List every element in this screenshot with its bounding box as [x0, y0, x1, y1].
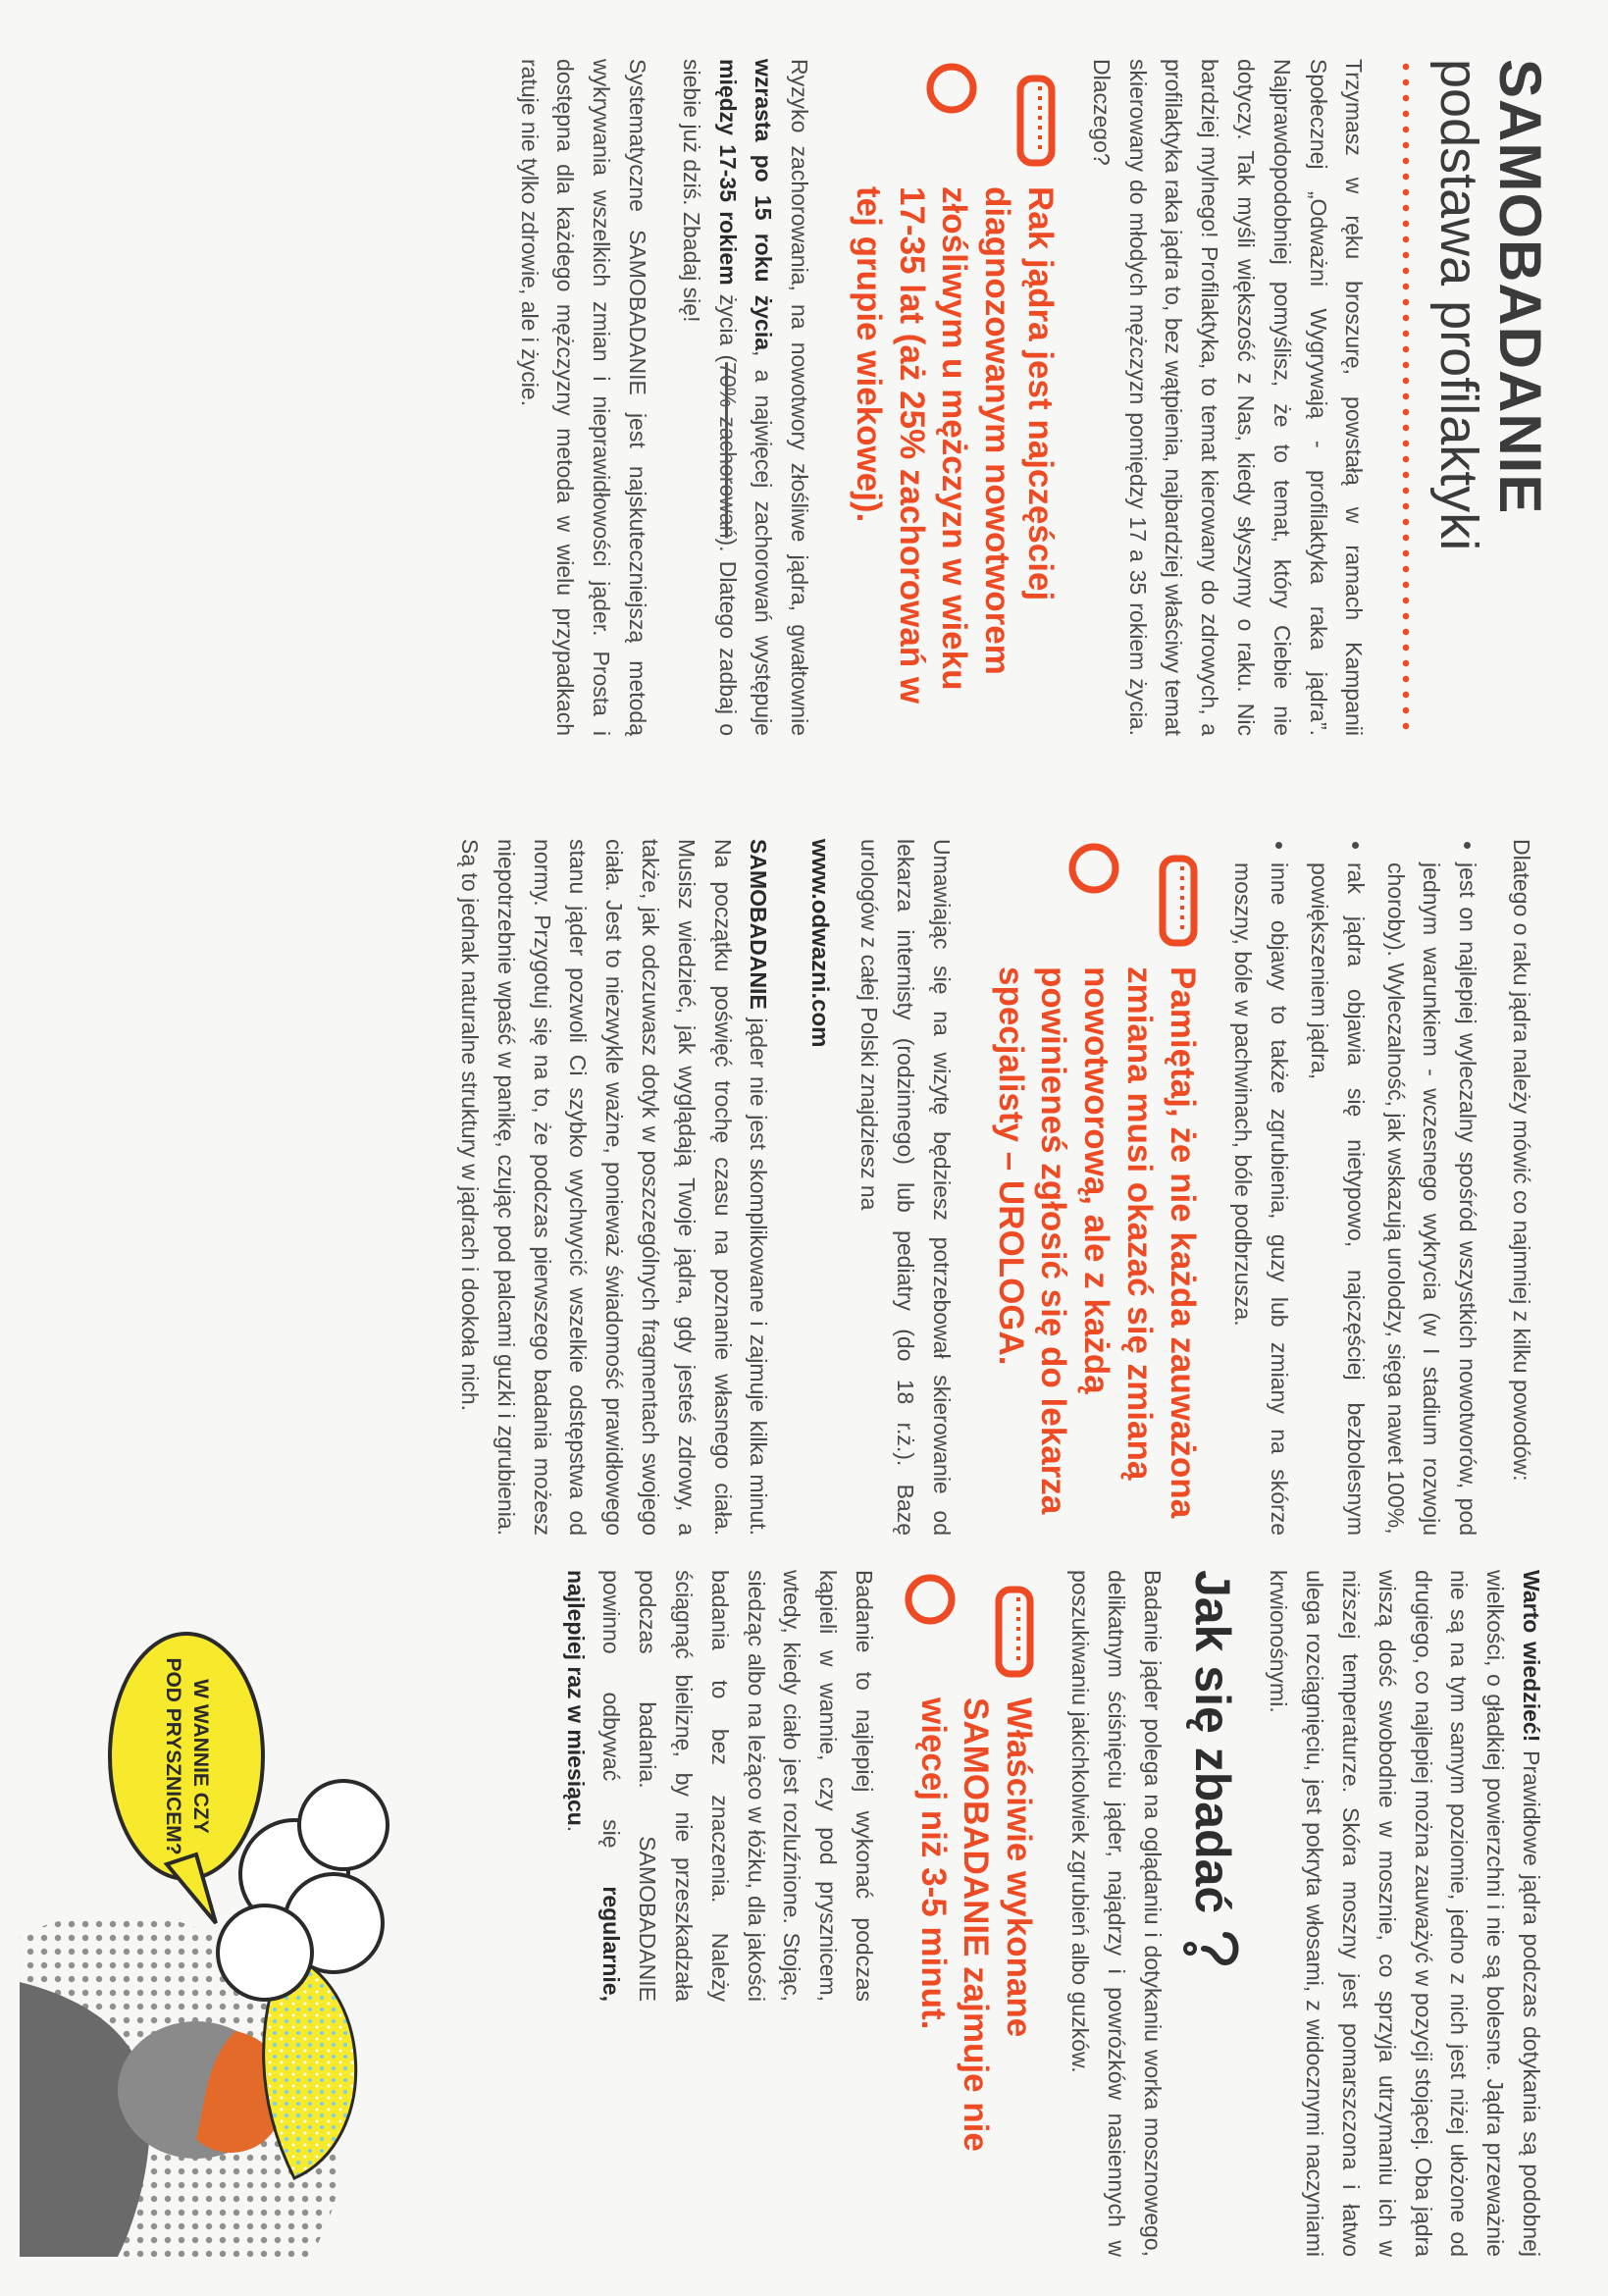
how-to-heading	[1182, 1570, 1243, 2257]
reasons-list	[1225, 839, 1486, 1536]
best-time-paragraph	[557, 1570, 882, 2002]
website-link[interactable]: www.odwazni.com	[806, 839, 834, 1048]
page-title: SAMOBADANIE	[1487, 59, 1553, 515]
list-item: • rak jądra objawia się nietypowo, najczęściej bezbolesnym powiększeniem jądra,	[1301, 862, 1374, 1536]
speech-bubble-text-line2: POD PRYSZNICEM?	[162, 1657, 184, 1855]
risk-bold-2: między 17-35 rokiem	[714, 59, 741, 286]
risk-paragraph	[673, 59, 817, 736]
best-time-text: Badanie to najlepiej wykonać podczas kąpieli w wannie, czy pod prysznicem, wtedy, kiedy ciało jest rozluźnione. Stojąc, siedząc albo na leżąco w łóżku, dla jakości badania to bez znaczenia. Należy ściągnąć bieliznę, by nie przeszkadzała podczas badania. SAMOBADANIE powinno odbywać się	[598, 1570, 877, 2002]
list-item: • inne objawy to także zgrubienia, guzy lub zmiany na skórze moszny, bóle w pachwinach, bóle podbrzusza.	[1225, 862, 1298, 1536]
self-exam-strong: SAMOBADANIE	[746, 839, 772, 1010]
how-to-heading-text: Jak się zbadać	[1184, 1570, 1240, 1914]
halftone-illustration	[20, 1629, 491, 2257]
worth-knowing-text: Prawidłowe jądra podczas dotykania są podobnej wielkości, o gładkiej powierzchni i nie są bolesne. Jądra przeważnie nie są na tym samym poziomie, jedno z nich jest niżej ułożone od drugiego, co najlepiej można zauważyć w pozycji stojącej. Oba jądra wiszą dość swobodnie w mosznie, co sprzyja utrzymaniu ich w niższej temperaturze. Skóra moszny jest pomarszczona i łatwo ulega rozciągnięciu, jest pokryta włosami, z widocznymi naczyniami krwionośnymi.	[1266, 1570, 1544, 2258]
best-time-end: .	[562, 1825, 589, 1833]
panel-reasons	[0, 829, 1608, 1555]
shower-illustration	[20, 1629, 491, 2257]
callout-text: Rak jądra jest najczęściej diagnozowanym nowotworem złośliwym u mężczyzn w wieku 17-35 lat (aż 25% zachorowań w tej grupie wiekowej).	[849, 186, 1060, 704]
panel-how-to	[0, 1570, 1608, 2296]
panel-intro	[0, 0, 1608, 775]
dotted-divider	[1401, 59, 1411, 736]
worth-knowing-strong: Warto wiedzieć!	[1519, 1570, 1544, 1743]
page-subtitle: podstawa profilaktyki	[1429, 59, 1488, 551]
systematic-paragraph: Systematyczne SAMOBADANIE jest najskuteczniejszą metodą wykrywania wszelkich zmian i nieprawidłowości jąder. Prosta i dostępna dla każdego mężczyzny metoda w wielu przypadkach ratuje nie tylko zdrowie, ale i życie.	[516, 59, 650, 736]
risk-strikethrough: 70% zachorowań	[714, 362, 741, 539]
visit-paragraph: Umawiając się na wizytę będziesz potrzebował skierowanie od lekarza internisty (rodzinnego) lub pediatry (do 18 r.ż.). Bazę urologów z całej Polski znajdziesz na	[856, 839, 955, 1536]
exclamation-icon	[914, 59, 1062, 177]
question-mark-icon	[1182, 1929, 1243, 1968]
worth-knowing-paragraph	[1261, 1570, 1549, 2257]
self-exam-paragraph	[451, 839, 776, 1536]
callout-duration	[911, 1570, 1040, 2257]
self-exam-text: jąder nie jest skomplikowane i zajmuje kilka minut. Na początku poświęć trochę czasu na poznanie własnego ciała. Musisz wiedzieć, jak wyglądają Twoje jądra, gdy jesteś zdrowy, a także, jak odczuwasz dotyk w poszczególnych fragmentach swojego ciała. Jest to niezwykle ważne, ponieważ świadomość prawidłowego stanu jąder pozwoli Ci szybko wychwycić wszelkie odstępstwa od normy. Przygotuj się na to, że podczas pierwszego badania możesz niepotrzebnie wpaść w panikę, czując pod palcami guzki i zgrubienia. Są to jednak naturalne struktury w jądrach i dookoła nich.	[457, 839, 772, 1536]
callout-text: Właściwie wykonane SAMOBADANIE zajmuje nie więcej niż 3-5 minut.	[913, 1697, 1039, 2152]
callout-urologist	[989, 839, 1204, 1536]
speech-bubble-text-line1: W WANNIE CZY	[189, 1679, 212, 1834]
callout-text: Pamiętaj, że nie każda zauważona zmiana musi okazać się zmianą nowotworową, ale z każdą powinieneś zgłosić się do lekarza specjalisty – UROLOGA.	[991, 966, 1202, 1519]
risk-text-3: życia (	[714, 285, 741, 363]
risk-bold-1: wzrasta po 15 roku życia	[751, 59, 777, 351]
risk-text-1: Ryzyko zachorowania, na nowotwory złośliwe jądra, gwałtownie	[787, 59, 813, 736]
list-item: • jest on najlepiej wyleczalny spośród wszystkich nowotworów, pod jednym warunkiem - wczesnego wykrycia (w I stadium rozwoju choroby). Wyleczalność, jak wskazują urolodzy, sięga nawet 100%,	[1377, 862, 1485, 1536]
exclamation-icon	[1057, 839, 1204, 957]
intro-paragraph: Trzymasz w ręku broszurę, powstałą w ramach Kampanii Społecznej „Odważni Wygrywają - profilaktyka raka jądra”. Najprawdopodobniej pomyślisz, że to temat, który Ciebie nie dotyczy. Tak myśli większość z Nas, kiedy słyszymy o raku. Nic bardziej mylnego! Profilaktyka, to temat kierowany do zdrowych, a profilaktyka raka jądra to, bez wątpienia, najbardziej właściwy temat skierowany do młodych mężczyzn pomiędzy 17 a 35 rokiem życia. Dlaczego?	[1088, 59, 1368, 736]
risk-text-4: ). Dlatego zadbaj o siebie już dziś. Zbadaj się!	[678, 59, 741, 736]
exclamation-icon	[893, 1570, 1040, 1688]
exam-paragraph: Badanie jąder polega na oglądaniu i dotykaniu worka mosznowego, delikatnym ściśnięciu jąder, najądrzy i powrózków nasiennych w poszukiwaniu jakichkolwiek zgrubień albo guzków.	[1067, 1570, 1166, 2257]
callout-statistics	[847, 59, 1062, 736]
risk-text-2: , a najwięcej zachorowań występuje	[751, 350, 777, 736]
reasons-lead: Dlatego o raku jądra należy mówić co najmniej z kilku powodów:	[1509, 839, 1534, 1482]
best-time-bold: regularnie, najlepiej raz w miesiącu	[562, 1570, 625, 2002]
